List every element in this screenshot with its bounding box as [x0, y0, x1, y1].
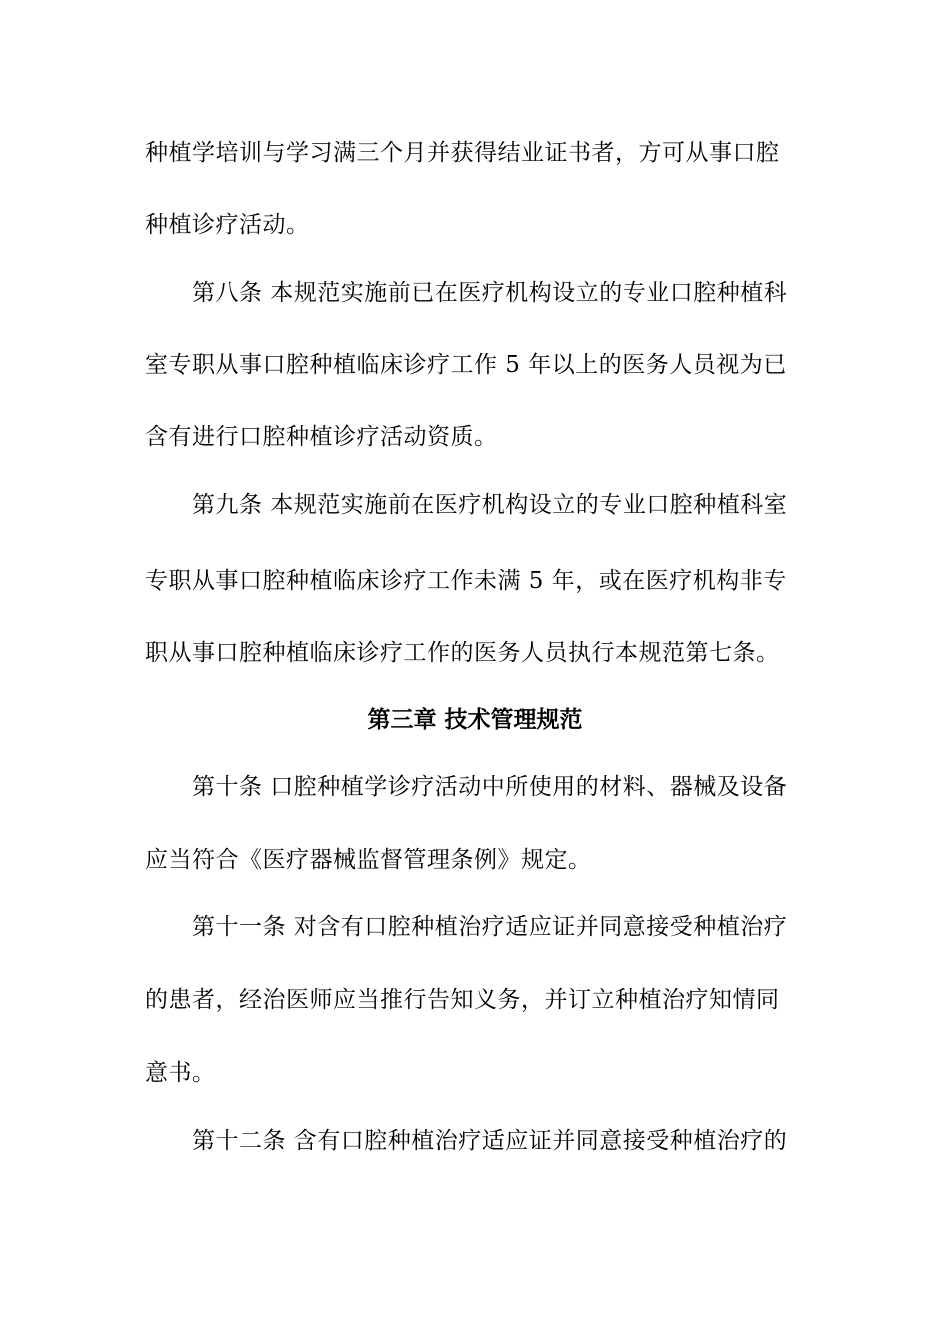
article-8-line: 第八条 本规范实施前已在医疗机构设立的专业口腔种植科 — [192, 280, 788, 306]
article-10-line: 第十条 口腔种植学诊疗活动中所使用的材料、器械及设备 — [192, 774, 788, 800]
text-line: 专职从事口腔种植临床诊疗工作未满 5 年，或在医疗机构非专 — [145, 568, 787, 594]
article-11-line: 第十一条 对含有口腔种植治疗适应证并同意接受种植治疗 — [192, 914, 788, 940]
text-line: 含有进行口腔种植诊疗活动资质。 — [145, 424, 498, 450]
chapter-heading: 第三章 技术管理规范 — [367, 707, 583, 733]
article-9-line: 第九条 本规范实施前在医疗机构设立的专业口腔种植科室 — [192, 492, 788, 518]
text-line: 的患者，经治医师应当推行告知义务，并订立种植治疗知情同 — [145, 987, 780, 1013]
text-line: 室专职从事口腔种植临床诊疗工作 5 年以上的医务人员视为已 — [145, 352, 787, 378]
text-line: 职从事口腔种植临床诊疗工作的医务人员执行本规范第七条。 — [145, 640, 780, 666]
text-line: 应当符合《医疗器械监督管理条例》规定。 — [145, 847, 592, 873]
text-line: 种植学培训与学习满三个月并获得结业证书者，方可从事口腔 — [145, 140, 780, 166]
text-line: 意书。 — [145, 1060, 216, 1086]
text-line: 种植诊疗活动。 — [145, 212, 310, 238]
article-12-line: 第十二条 含有口腔种植治疗适应证并同意接受种植治疗的 — [192, 1128, 788, 1154]
